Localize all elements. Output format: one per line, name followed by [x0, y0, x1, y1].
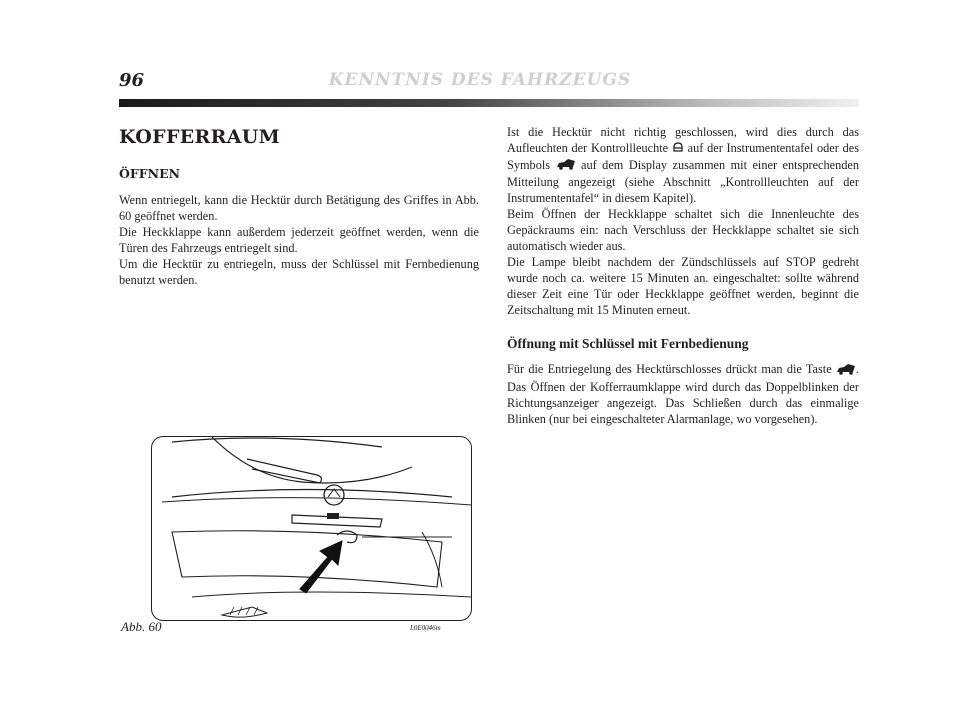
tailgate-illustration [152, 437, 471, 620]
section-title: KOFFERRAUM [119, 126, 280, 148]
figure-tailgate-handle [151, 436, 472, 621]
running-header: KENNTNIS DES FAHRZEUGS [328, 70, 632, 90]
text-span: Ist die Hecktür nicht richtig geschlossen, wird dies durch das Aufleuchten der Kontrollleuchte [507, 125, 859, 155]
paragraph: Wenn entriegelt, kann die Hecktür durch Betätigung des Griffes in Abb. 60 geöffnet werden. [119, 193, 479, 223]
car-trunk-button-icon [836, 363, 856, 379]
subheading-remote: Öffnung mit Schlüssel mit Fernbedienung [507, 336, 749, 352]
tailgate-open-warning-icon [672, 141, 684, 157]
text-span: auf der Instrumententafel oder des Symbols [507, 141, 859, 173]
pointer-arrow-icon [300, 541, 342, 593]
paragraph: Um die Hecktür zu entriegeln, muss der Schlüssel mit Fernbedienung benutzt werden. [119, 257, 479, 287]
page-number: 96 [119, 70, 145, 91]
paragraph: Beim Öffnen der Heckklappe schaltet sich die Innenleuchte des Gepäckraums ein: nach Verschluss der Heckklappe schaltet sie sich automatisch wieder aus. [507, 207, 859, 254]
right-column [507, 124, 859, 427]
text-span: auf dem Display zusammen mit einer entsprechenden Mitteilung angezeigt (siehe Abschnitt „Kontrollleuchten auf der Instrumententafel“ in diesem Kapitel). [507, 158, 859, 206]
car-trunk-open-icon [556, 158, 576, 174]
text-span: . Das Öffnen der Kofferraumklappe wird durch das Doppelblinken der Richtungsanzeiger angezeigt. Das Schließen durch das einmalige Blinken (nur bei eingeschalteter Alarmanlage, wo vorgesehen). [507, 362, 859, 426]
paragraph: Die Lampe bleibt nachdem der Zündschlüssels auf STOP gedreht wurde noch ca. weitere 15 Minuten an. eingeschaltet: sollte während dieser Zeit eine Tür oder Heckklappe geöffnet werden, beginnt die Zeitschaltung mit 15 Minuten erneut. [507, 255, 859, 318]
left-column [119, 124, 479, 288]
figure-code: L0E0046m [410, 624, 441, 632]
paragraph-remote [507, 361, 859, 426]
text-span: Für die Entriegelung des Hecktürschlosses drückt man die Taste [507, 362, 836, 377]
header-rule [119, 99, 859, 107]
paragraph: Die Heckklappe kann außerdem jederzeit geöffnet werden, wenn die Türen des Fahrzeugs entriegelt sind. [119, 225, 479, 255]
figure-caption: Abb. 60 [121, 619, 162, 634]
subheading-oeffnen: ÖFFNEN [119, 166, 181, 181]
paragraph-warning [507, 124, 859, 206]
